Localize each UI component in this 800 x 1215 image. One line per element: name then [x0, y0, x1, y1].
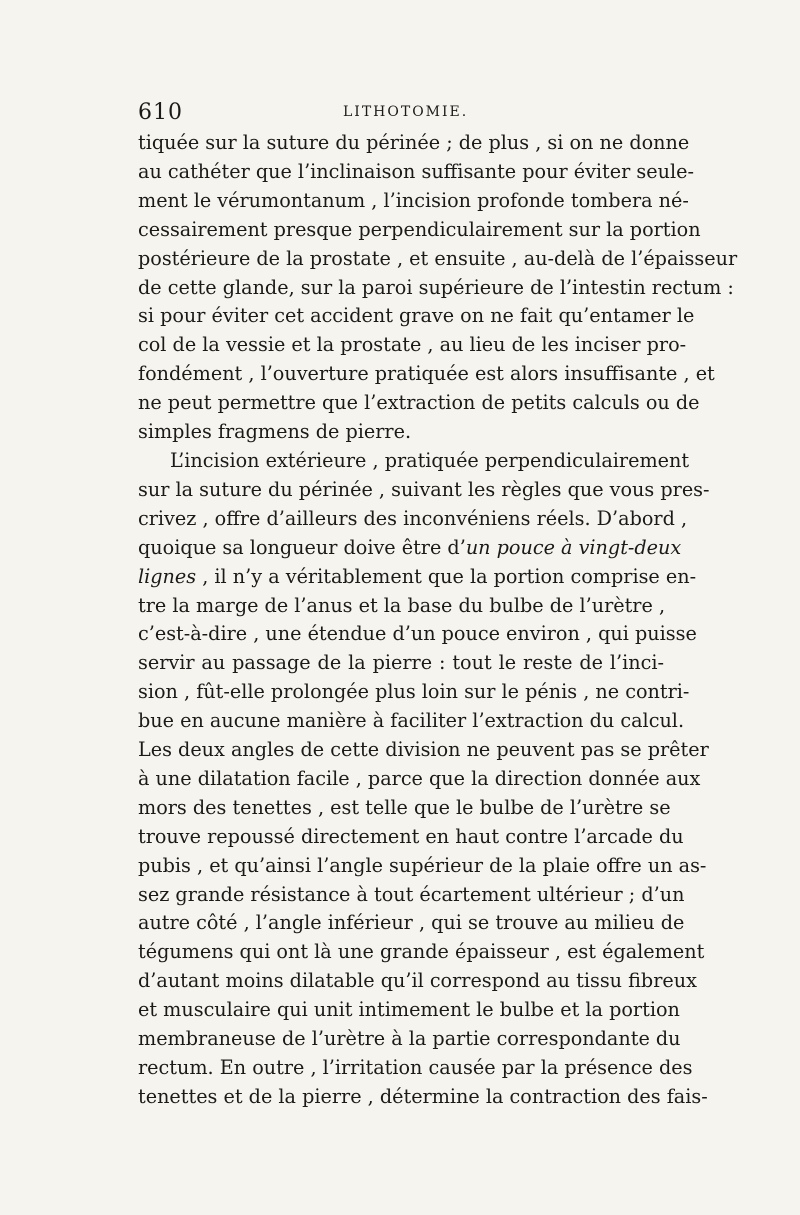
text-line: L’incision extérieure , pratiquée perpendiculairement: [170, 448, 690, 472]
text-line: mors des tenettes , est telle que le bulbe de l’urètre se: [138, 795, 671, 819]
text-line: de cette glande, sur la paroi supérieure de l’intestin rectum :: [138, 275, 734, 299]
text-line: au cathéter que l’inclinaison suffisante pour éviter seule-: [138, 159, 694, 183]
text-fragment: , il n’y a véritablement que la portion comprise en-: [196, 564, 697, 588]
text-line: fondément , l’ouverture pratiquée est alors insuffisante , et: [138, 362, 715, 386]
page-header: [138, 100, 664, 124]
text-line: col de la vessie et la prostate , au lieu de les inciser pro-: [138, 333, 687, 357]
text-fragment: quoique sa longueur doive être d’: [138, 535, 466, 559]
text-line: trouve repoussé directement en haut contre l’arcade du: [138, 824, 684, 848]
text-line: tiquée sur la suture du périnée ; de plus , si on ne donne: [138, 131, 690, 154]
text-line: c’est-à-dire , une étendue d’un pouce environ , qui puisse: [138, 622, 697, 646]
running-title: LITHOTOMIE.: [343, 104, 469, 120]
page-number: 610: [138, 100, 183, 125]
text-line: tenettes et de la pierre , détermine la contraction des fais-: [138, 1084, 708, 1108]
text-line: cessairement presque perpendiculairement sur la portion: [138, 217, 701, 241]
text-line: crivez , offre d’ailleurs des inconvéniens réels. D’abord ,: [138, 506, 688, 530]
text-line: servir au passage de la pierre : tout le reste de l’inci-: [138, 651, 664, 675]
text-line: pubis , et qu’ainsi l’angle supérieur de la plaie offre un as-: [138, 853, 707, 877]
italic-phrase: lignes: [138, 564, 197, 588]
text-line: Les deux angles de cette division ne peuvent pas se prêter: [138, 738, 709, 762]
text-line: autre côté , l’angle inférieur , qui se trouve au milieu de: [138, 911, 685, 935]
text-line: et musculaire qui unit intimement le bulbe et la portion: [138, 998, 680, 1022]
body-text: [138, 129, 738, 1112]
text-line: sur la suture du périnée , suivant les règles que vous pres-: [138, 477, 710, 501]
text-line: si pour éviter cet accident grave on ne fait qu’entamer le: [138, 304, 695, 328]
text-line: sion , fût-elle prolongée plus loin sur le pénis , ne contri-: [138, 680, 690, 704]
text-line: tre la marge de l’anus et la base du bulbe de l’urètre ,: [138, 593, 666, 617]
text-line: ne peut permettre que l’extraction de petits calculs ou de: [138, 391, 700, 415]
text-line: d’autant moins dilatable qu’il correspond au tissu fibreux: [138, 969, 697, 993]
text-line: sez grande résistance à tout écartement ultérieur ; d’un: [138, 882, 685, 906]
text-line: tégumens qui ont là une grande épaisseur , est également: [138, 940, 705, 964]
text-line: ment le vérumontanum , l’incision profonde tombera né-: [138, 188, 689, 212]
text-line-with-italic: [138, 563, 697, 592]
text-line: rectum. En outre , l’irritation causée par la présence des: [138, 1056, 693, 1079]
text-line: postérieure de la prostate , et ensuite , au-delà de l’épaisseur: [138, 246, 738, 270]
italic-phrase: un pouce à vingt-deux: [465, 535, 682, 559]
text-line-with-italic: [138, 534, 682, 563]
text-line: simples fragmens de pierre.: [138, 420, 412, 444]
text-line: membraneuse de l’urètre à la partie correspondante du: [138, 1027, 681, 1051]
text-line: bue en aucune manière à faciliter l’extraction du calcul.: [138, 709, 685, 733]
text-line: à une dilatation facile , parce que la direction donnée aux: [138, 766, 701, 790]
